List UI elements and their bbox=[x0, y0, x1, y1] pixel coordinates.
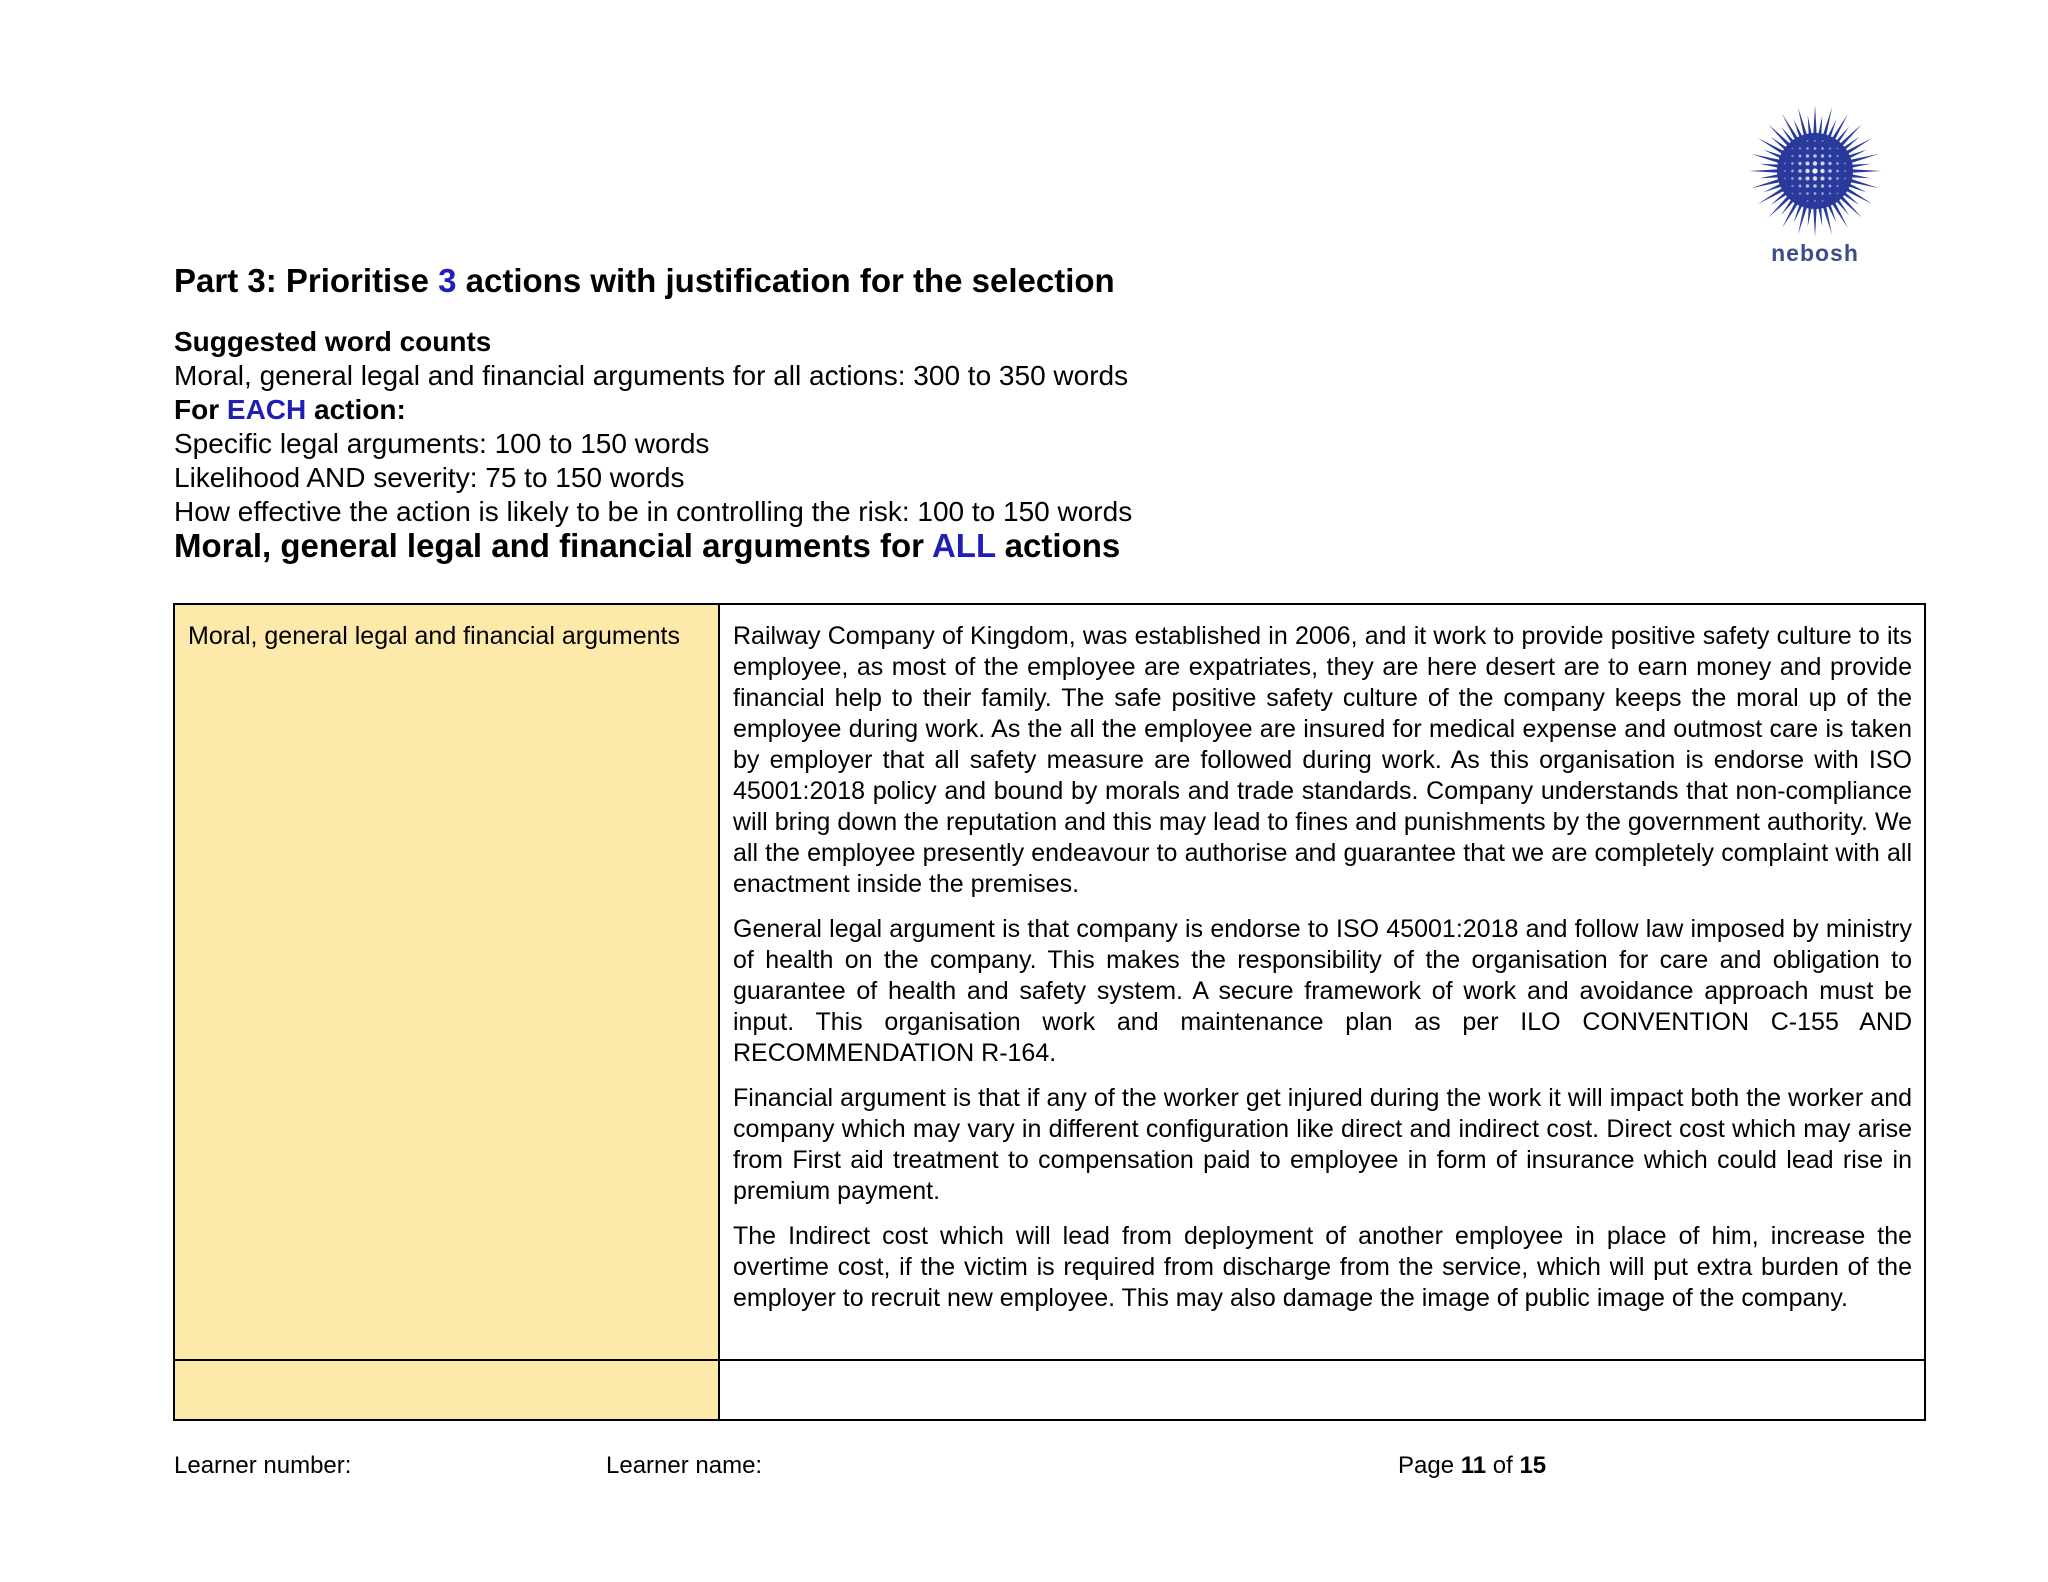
logo-dot bbox=[1814, 192, 1817, 195]
logo-dot bbox=[1820, 161, 1824, 165]
word-count-effectiveness: How effective the action is likely to be in controlling the risk: 100 to 150 words bbox=[174, 496, 1133, 527]
for-each-action bbox=[174, 393, 1132, 427]
page-current: 11 bbox=[1460, 1452, 1487, 1479]
logo-dot bbox=[1806, 184, 1809, 187]
logo-dot bbox=[1805, 169, 1809, 173]
financial-argument-paragraph: Financial argument is that if any of the worker get injured during the work it will impact both the worker and company which may vary in different configuration like direct and indirect cost. Direct cost which may arise from First aid treatment to compensation paid to employee in form of insurance which could lead rise in premium payment. bbox=[733, 1084, 1912, 1205]
for-each-word: EACH bbox=[226, 394, 307, 425]
arguments-table bbox=[173, 603, 1926, 1421]
logo-dot bbox=[1798, 162, 1801, 165]
logo-dot bbox=[1829, 192, 1831, 194]
logo-dot bbox=[1821, 184, 1824, 187]
logo-dot bbox=[1813, 184, 1817, 188]
word-count-specific-legal: Specific legal arguments: 100 to 150 words bbox=[174, 428, 710, 459]
logo-dot bbox=[1829, 155, 1832, 158]
logo-dot bbox=[1821, 147, 1824, 150]
arguments-label-cell bbox=[174, 604, 719, 1360]
word-counts bbox=[174, 325, 1132, 529]
section-title-prefix: Moral, general legal and financial arguments for bbox=[174, 527, 932, 564]
page-number bbox=[1398, 1452, 1546, 1480]
logo-dot bbox=[1791, 162, 1794, 165]
logo-dot bbox=[1822, 200, 1824, 202]
part-title bbox=[174, 262, 1115, 300]
arguments-label: Moral, general legal and financial arguments bbox=[188, 622, 680, 650]
logo-dot bbox=[1791, 185, 1793, 187]
logo-dot bbox=[1813, 176, 1817, 180]
table-row bbox=[174, 1360, 1925, 1420]
logo-dot bbox=[1806, 192, 1809, 195]
part-title-prefix: Part 3: Prioritise bbox=[174, 262, 439, 299]
table-row bbox=[174, 604, 1925, 1360]
logo-dot bbox=[1805, 176, 1809, 180]
logo-dot bbox=[1844, 163, 1846, 165]
logo-dot bbox=[1836, 170, 1839, 173]
logo-dot bbox=[1806, 154, 1809, 157]
logo-dot bbox=[1821, 192, 1824, 195]
logo-dot bbox=[1813, 161, 1817, 165]
section-title bbox=[174, 527, 1120, 565]
word-counts-heading: Suggested word counts bbox=[174, 326, 492, 357]
logo-dot bbox=[1798, 169, 1802, 173]
page-prefix: Page bbox=[1398, 1452, 1461, 1479]
logo-dot bbox=[1791, 170, 1794, 173]
logo-dot bbox=[1814, 200, 1816, 202]
logo-dot bbox=[1828, 169, 1832, 173]
logo-dot bbox=[1837, 193, 1839, 195]
logo-dot bbox=[1791, 155, 1793, 157]
learner-number-label: Learner number: bbox=[174, 1452, 352, 1479]
logo-dot bbox=[1844, 170, 1846, 172]
logo-dot bbox=[1799, 185, 1802, 188]
logo-dot bbox=[1828, 177, 1831, 180]
logo-dot bbox=[1820, 169, 1824, 173]
page-of: of bbox=[1486, 1452, 1520, 1479]
logo-dot bbox=[1836, 177, 1839, 180]
logo-dot bbox=[1798, 177, 1801, 180]
logo-dot bbox=[1792, 148, 1794, 150]
logo-dot bbox=[1820, 176, 1824, 180]
logo-dot bbox=[1837, 148, 1839, 150]
nebosh-logo-text: nebosh bbox=[1771, 240, 1859, 266]
page-total: 15 bbox=[1519, 1452, 1547, 1479]
logo-dot bbox=[1821, 154, 1824, 157]
general-legal-argument-paragraph: General legal argument is that company is endorse to ISO 45001:2018 and follow law imposed by ministry of health on the company. This makes the responsibility of the organisation for care and obligation to guarantee of health and safety system. A secure framework of work and avoidance approach must be input. This organisation work and maintenance plan as per ILO CONVENTION C-155 AND RECOMMENDATION R-164. bbox=[733, 915, 1912, 1067]
logo-dot bbox=[1812, 168, 1817, 173]
logo-dot bbox=[1836, 185, 1838, 187]
logo-dot bbox=[1799, 147, 1801, 149]
word-count-all-actions: Moral, general legal and financial arguments for all actions: 300 to 350 words bbox=[174, 360, 1129, 391]
logo-dot bbox=[1829, 185, 1832, 188]
logo-dot bbox=[1784, 178, 1786, 180]
logo-dot bbox=[1805, 161, 1809, 165]
logo-dot bbox=[1784, 163, 1786, 165]
logo-dot bbox=[1829, 147, 1831, 149]
logo-dot bbox=[1836, 162, 1839, 165]
logo-dot bbox=[1792, 193, 1794, 195]
logo-dot bbox=[1836, 155, 1838, 157]
logo-dot bbox=[1814, 147, 1817, 150]
part-title-suffix: actions with justification for the selection bbox=[456, 262, 1115, 299]
indirect-cost-paragraph: The Indirect cost which will lead from deployment of another employee in place of him, increase the overtime cost, if the victim is required from discharge from the service, which will put extra burden of the employer to recruit new employee. This may also damage the image of public image of the company. bbox=[733, 1222, 1912, 1312]
word-count-likelihood: Likelihood AND severity: 75 to 150 words bbox=[174, 462, 685, 493]
logo-dot bbox=[1828, 162, 1831, 165]
logo-dot bbox=[1822, 140, 1824, 142]
section-title-suffix: actions bbox=[995, 527, 1121, 564]
learner-name-label: Learner name: bbox=[606, 1452, 763, 1479]
logo-dot bbox=[1806, 147, 1809, 150]
for-each-suffix: action: bbox=[306, 394, 406, 425]
logo-dot bbox=[1791, 177, 1794, 180]
part-title-number: 3 bbox=[438, 262, 457, 299]
logo-dot bbox=[1814, 140, 1816, 142]
section-title-all: ALL bbox=[931, 527, 996, 564]
logo-dot bbox=[1844, 178, 1846, 180]
logo-dot bbox=[1799, 192, 1801, 194]
for-each-prefix: For bbox=[174, 394, 227, 425]
logo-dot bbox=[1799, 155, 1802, 158]
logo-dot bbox=[1813, 154, 1817, 158]
empty-label-cell bbox=[174, 1360, 719, 1420]
logo-dot bbox=[1784, 170, 1786, 172]
logo-dot bbox=[1807, 200, 1809, 202]
empty-answer-cell[interactable] bbox=[719, 1360, 1925, 1420]
logo-dot bbox=[1807, 140, 1809, 142]
arguments-answer-cell[interactable] bbox=[719, 604, 1925, 1360]
moral-argument-paragraph: Railway Company of Kingdom, was established in 2006, and it work to provide positive safety culture to its employee, as most of the employee are expatriates, they are here desert are to earn money and provide financial help to their family. The safe positive safety culture of the company keeps the moral up of the employee during work. As the all the employee are insured for medical expense and outmost care is taken by employer that all safety measure are followed during work. As this organisation is endorse with ISO 45001:2018 policy and bound by morals and trade standards. Company understands that non-compliance will bring down the reputation and this may lead to fines and punishments by the government authority. We all the employee presently endeavour to authorise and guarantee that we are completely complaint with all enactment inside the premises. bbox=[733, 622, 1912, 898]
